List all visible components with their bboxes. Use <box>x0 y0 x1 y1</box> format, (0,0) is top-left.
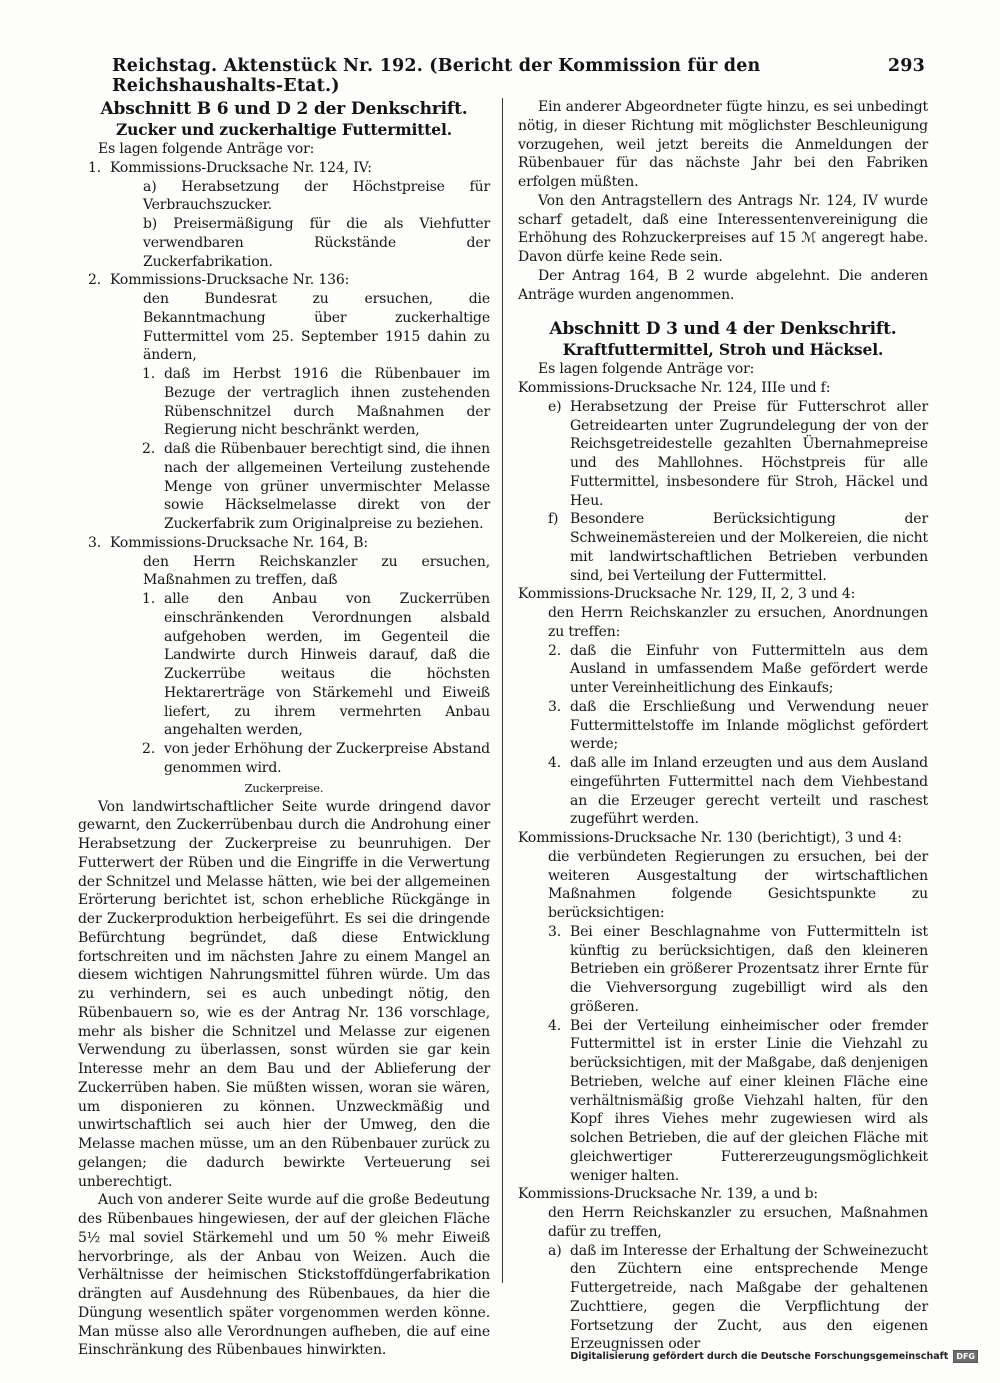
running-title: Reichstag. Aktenstück Nr. 192. (Bericht der Kommission für den Reichshaushalts-Etat.) <box>112 56 761 96</box>
body-paragraph: Auch von anderer Seite wurde auf die große Bedeutung des Rübenbaues hingewiesen, der auf der gleichen Fläche 5½ mal soviel Stärkemehl und um 50 % mehr Eiweiß hervorbringe, als der Anbau von Weizen. Auch die Verhältnisse der heimischen Stickstoffdüngerfabrikation drängten auf Ausdehnung des Rübenbaues, da hier die Düngung wesentlich später vorgenommen werden könne. Man müsse also alle Verordnungen aufheben, die auf eine Einschränkung des Rübenbaues hinwirkten. <box>78 1192 490 1359</box>
motion-subitem: b) Preisermäßigung für die als Viehfutter verwendbaren Rückstände der Zuckerfabrikation. <box>143 216 490 270</box>
right-column <box>518 98 928 1354</box>
motion-body: den Bundesrat zu ersuchen, die Bekanntmachung über zuckerhaltige Futtermittel vom 25. September 1915 dahin zu ändern, <box>143 291 490 364</box>
motion-title: Kommissions-Drucksache Nr. 129, II, 2, 3 und 4: <box>518 586 856 603</box>
motion-item: 2. Kommissions-Drucksache Nr. 136: <box>78 271 490 290</box>
motion-point: 3. daß die Erschließung und Verwendung neuer Futtermittelstoffe im Inlande möglichst gefördert werde; <box>548 698 928 753</box>
motion-point: 4. Bei der Verteilung einheimischer oder fremder Futtermittel ist in erster Linie die Viehzahl zu berücksichtigen, mit der Maßgabe, daß denjenigen Betrieben, welche auf einer kleinen Fläche eine verhältnismäßig große Viehzahl halten, für den Kopf ihres Viehes mehr zugewiesen wird als solchen Betrieben, die auf der gleichen Fläche mit gleichwertiger Futtererzeugungsmöglichkeit weniger halten. <box>548 1017 928 1184</box>
motion-title: Kommissions-Drucksache Nr. 139, a und b: <box>518 1186 818 1203</box>
motion-title: Kommissions-Drucksache Nr. 130 (berichtigt), 3 und 4: <box>518 830 902 846</box>
section-subheading: Kraftfuttermittel, Stroh und Häcksel. <box>562 340 884 360</box>
footer-text: Digitalisierung gefördert durch die Deutsche Forschungsgemeinschaft <box>570 1351 949 1362</box>
subsection-heading: Zuckerpreise. <box>244 780 324 795</box>
intro-text: Es lagen folgende Anträge vor: <box>538 361 755 378</box>
motion-title: Kommissions-Drucksache Nr. 164, B: <box>110 534 368 551</box>
motion-point: 4. daß alle im Inland erzeugten und aus dem Ausland eingeführten Futtermittel nach dem Viehbestand an die Erzeuger gerecht verteilt und raschest zugeführt werden. <box>548 755 928 828</box>
motion-item: 1. Kommissions-Drucksache Nr. 124, IV: <box>78 159 490 178</box>
page-header <box>112 56 925 96</box>
motion-body: den Herrn Reichskanzler zu ersuchen, Maßnahmen dafür zu treffen, <box>548 1205 928 1240</box>
body-paragraph: Von landwirtschaftlicher Seite wurde dringend davor gewarnt, den Zuckerrübenbau durch die Androhung einer Herabsetzung der Zuckerpreise zu beunruhigen. Der Futterwert der Rüben und die Eingriffe in die Verwertung der Schnitzel und Melasse hätten, wie bei der allgemeinen Erörterung berichtet ist, schon erhebliche Rückgänge in der Zuckerproduktion herbeigeführt. Es sei die dringende Befürchtung begründet, daß diese Entwicklung fortschreiten und im nächsten Jahre zu einem Mangel an diesem wichtigen Nahrungsmittel führen würde. Um das zu verhindern, sei es auch unbedingt nötig, den Rübenbauern so, wie es der Antrag Nr. 136 vorschlage, mehr als bisher die Schnitzel und Melasse zur eigenen Verwendung zu überlassen, sonst würden sie gar kein Interesse mehr an dem Bau und der Ablieferung der Zuckerrüben haben. Sie müßten wissen, woran sie wären, um disponieren zu können. Unzweckmäßig und unwirtschaftlich sei auch hier der Umweg, den die Melasse machen müsse, um an den Rübenbauer zurück zu gelangen; die dadurch bewirkte Verteuerung sei unberechtigt. <box>78 798 490 1190</box>
left-column <box>78 98 490 1360</box>
motion-point: 2. daß die Einfuhr von Futtermitteln aus dem Ausland in umfassendem Maße gefördert werde unter Vereinheitlichung des Einkaufs; <box>548 642 928 696</box>
column-divider <box>502 98 503 1283</box>
intro-text: Es lagen folgende Anträge vor: <box>98 141 315 157</box>
motion-point: 2. daß die Rübenbauer berechtigt sind, die ihnen nach der allgemeinen Verteilung zustehende Menge von grüner unvermischter Melasse sowie Häckselmelasse direkt von der Zuckerfabrik zum Originalpreise zu beziehen. <box>142 441 490 532</box>
motion-point: 3. Bei einer Beschlagnahme von Futtermitteln ist künftig zu berücksichtigen, daß den kleineren Betrieben ein größerer Prozentsatz ihrer Ernte für die Viehversorgung zugebilligt wird als den größeren. <box>548 923 928 1015</box>
section-subheading: Zucker und zuckerhaltige Futtermittel. <box>116 120 452 139</box>
section-heading: Abschnitt B 6 und D 2 der Denkschrift. <box>100 99 468 119</box>
body-paragraph: Von den Antragstellern des Antrags Nr. 124, IV wurde scharf getadelt, daß eine Interessentenvereinigung die Erhöhung des Rohzuckerpreises auf 15 ℳ angeregt habe. Davon dürfe keine Rede sein. <box>518 192 928 265</box>
motion-point: 1. daß im Herbst 1916 die Rübenbauer im Bezuge der vertraglich ihnen zustehenden Rübenschnitzel durch Maßnahmen der Regierung nicht beschränkt werden, <box>142 366 490 439</box>
digitization-footer <box>570 1350 978 1363</box>
body-paragraph: Ein anderer Abgeordneter fügte hinzu, es sei unbedingt nötig, in dieser Richtung mit möglichster Beschleunigung vorzugehen, weil jetzt bereits die Anmeldungen der Rübenbauer für das nächste Jahr bei den Fabriken erfolgen müßten. <box>518 99 928 190</box>
dfg-logo-icon: DFG <box>953 1350 978 1363</box>
motion-body: den Herrn Reichskanzler zu ersuchen, Anordnungen zu treffen: <box>548 605 928 640</box>
motion-title: Kommissions-Drucksache Nr. 136: <box>110 272 350 289</box>
motion-point: 1. alle den Anbau von Zuckerrüben einschränkenden Verordnungen alsbald aufgehoben werden, im Gegenteil die Landwirte durch Hinweis darauf, daß die Zuckerrübe weitaus die höchsten Hektarerträge von Stärkemehl und Eiweiß liefert, zu ihrem vermehrten Anbau angehalten werden, <box>142 591 490 739</box>
motion-subitem: a) Herabsetzung der Höchstpreise für Verbrauchszucker. <box>143 178 490 214</box>
motion-title: Kommissions-Drucksache Nr. 124, IV: <box>110 159 372 176</box>
motion-point: 2. von jeder Erhöhung der Zuckerpreise Abstand genommen wird. <box>142 741 490 776</box>
motion-point: f) Besondere Berücksichtigung der Schweinemästereien und der Molkereien, die nicht mit landwirtschaftlichen Betrieben verbunden sind, bei Verteilung der Futtermittel. <box>548 511 928 584</box>
motion-body: die verbündeten Regierungen zu ersuchen, bei der weiteren Ausgestaltung der wirtschaftlichen Maßnahmen folgende Gesichtspunkte zu berücksichtigen: <box>548 848 928 921</box>
motion-title: Kommissions-Drucksache Nr. 124, IIIe und f: <box>518 380 831 396</box>
motion-point: e) Herabsetzung der Preise für Futterschrot aller Getreidearten unter Zugrundelegung der von der Reichsgetreidestelle gezahlten Übernahmepreise und des Mahllohnes. Höchstpreis für alle Futtermittel, insbesondere für Stroh, Häckel und Heu. <box>548 398 928 509</box>
body-paragraph: Der Antrag 164, B 2 wurde abgelehnt. Die anderen Anträge wurden angenommen. <box>518 267 928 303</box>
motion-item: 3. Kommissions-Drucksache Nr. 164, B: <box>78 534 490 553</box>
motion-body: den Herrn Reichskanzler zu ersuchen, Maßnahmen zu treffen, daß <box>143 553 490 589</box>
motion-point: a) daß im Interesse der Erhaltung der Schweinezucht den Züchtern eine entsprechende Menge Futtergetreide, nach Maßgabe der gehaltenen Zuchttiere, gegen die Verpflichtung der Fortsetzung der Zucht, aus den eigenen Erzeugnissen oder <box>548 1242 928 1353</box>
page-number: 293 <box>887 56 925 76</box>
section-heading: Abschnitt D 3 und 4 der Denkschrift. <box>549 319 897 340</box>
